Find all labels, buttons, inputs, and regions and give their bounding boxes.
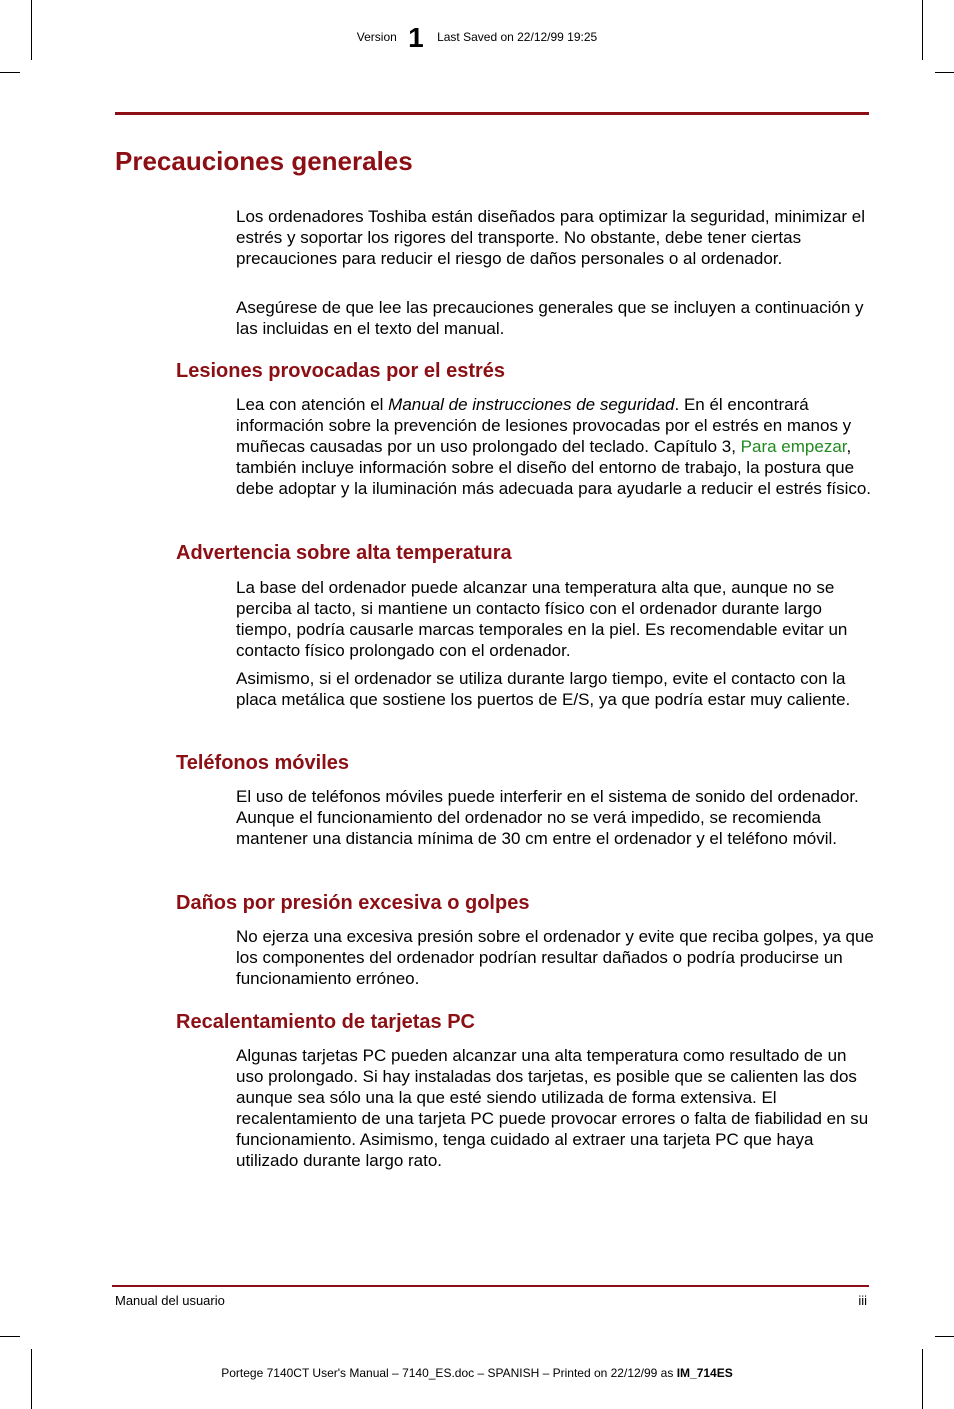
body-text: . En él encontrará información sobre la prevención de lesiones provocadas por el estrés en manos y muñecas causadas por un uso prolongado del teclado. Capítulo 3, [236, 395, 852, 456]
intro-paragraph-2: Asegúrese de que lee las precauciones generales que se incluyen a continuación y las incluidas en el texto del manual. [236, 298, 864, 338]
section-paragraph-temperature-2: Asimismo, si el ordenador se utiliza durante largo tiempo, evite el contacto con la placa metálica que sostiene los puertos de E/S, ya que podría estar muy caliente. [236, 669, 851, 709]
version-number: 1 [408, 22, 424, 53]
last-saved: Last Saved on 22/12/99 19:25 [437, 30, 598, 44]
page-number: iii [858, 1293, 867, 1308]
manual-reference: Manual de instrucciones de seguridad [388, 395, 675, 414]
section-heading-pc-cards: Recalentamiento de tarjetas PC [176, 1011, 475, 1033]
top-rule [115, 112, 869, 115]
print-text: Portege 7140CT User's Manual – 7140_ES.doc – SPANISH – Printed on 22/12/99 as [221, 1366, 677, 1380]
section-heading-stress: Lesiones provocadas por el estrés [176, 360, 506, 382]
version-label: Version [356, 30, 397, 44]
version-header [0, 22, 954, 54]
print-code: IM_714ES [676, 1366, 733, 1380]
intro-paragraph-1: Los ordenadores Toshiba están diseñados para optimizar la seguridad, minimizar el estrés y soportar los rigores del transporte. No obstante, debe tener ciertas precauciones para reducir el riesgo de daños personales o al ordenador. [236, 207, 866, 268]
section-heading-pressure: Daños por presión excesiva o golpes [176, 892, 530, 914]
footer-manual-name: Manual del usuario [115, 1293, 225, 1308]
section-paragraph-pressure: No ejerza una excesiva presión sobre el ordenador y evite que reciba golpes, ya que los componentes del ordenador podrían resultar dañados o podría producirse un funcionamiento erróneo. [236, 927, 874, 988]
body-text: , también incluye información sobre el diseño del entorno de trabajo, la postura que debe adoptar y la iluminación más adecuada para ayudarle a reducir el estrés físico. [236, 437, 872, 498]
crop-mark [0, 72, 20, 73]
section-paragraph-stress [236, 394, 876, 499]
body-text: Lea con atención el [236, 395, 389, 414]
section-heading-temperature: Advertencia sobre alta temperatura [176, 542, 512, 564]
print-info [0, 1366, 954, 1380]
crop-mark [935, 1336, 954, 1337]
crop-mark [935, 72, 954, 73]
section-paragraph-pc-cards: Algunas tarjetas PC pueden alcanzar una alta temperatura como resultado de un uso prolongado. Si hay instaladas dos tarjetas, es posible que se calienten las dos aunque sea sólo una la que esté siendo utilizada de forma extensiva. El recalentamiento de una tarjeta PC puede provocar errores o falta de fiabilidad en su funcionamiento. Asimismo, tenga cuidado al extraer una tarjeta PC que haya utilizado durante largo rato. [236, 1046, 869, 1170]
chapter-link[interactable]: Para empezar [740, 437, 847, 456]
crop-mark [0, 1336, 20, 1337]
section-paragraph-phones: El uso de teléfonos móviles puede interferir en el sistema de sonido del ordenador. Aunque el funcionamiento del ordenador no se verá impedido, se recomienda mantener una distancia mínima de 30 cm entre el ordenador y el teléfono móvil. [236, 787, 859, 848]
bottom-rule [112, 1285, 869, 1287]
section-paragraph-temperature-1: La base del ordenador puede alcanzar una temperatura alta que, aunque no se perciba al tacto, si mantiene un contacto físico con el ordenador durante largo tiempo, podría causarle marcas temporales en la piel. Es recomendable evitar un contacto físico prolongado con el ordenador. [236, 578, 848, 660]
page-title: Precauciones generales [115, 146, 413, 176]
section-heading-phones: Teléfonos móviles [176, 752, 350, 774]
